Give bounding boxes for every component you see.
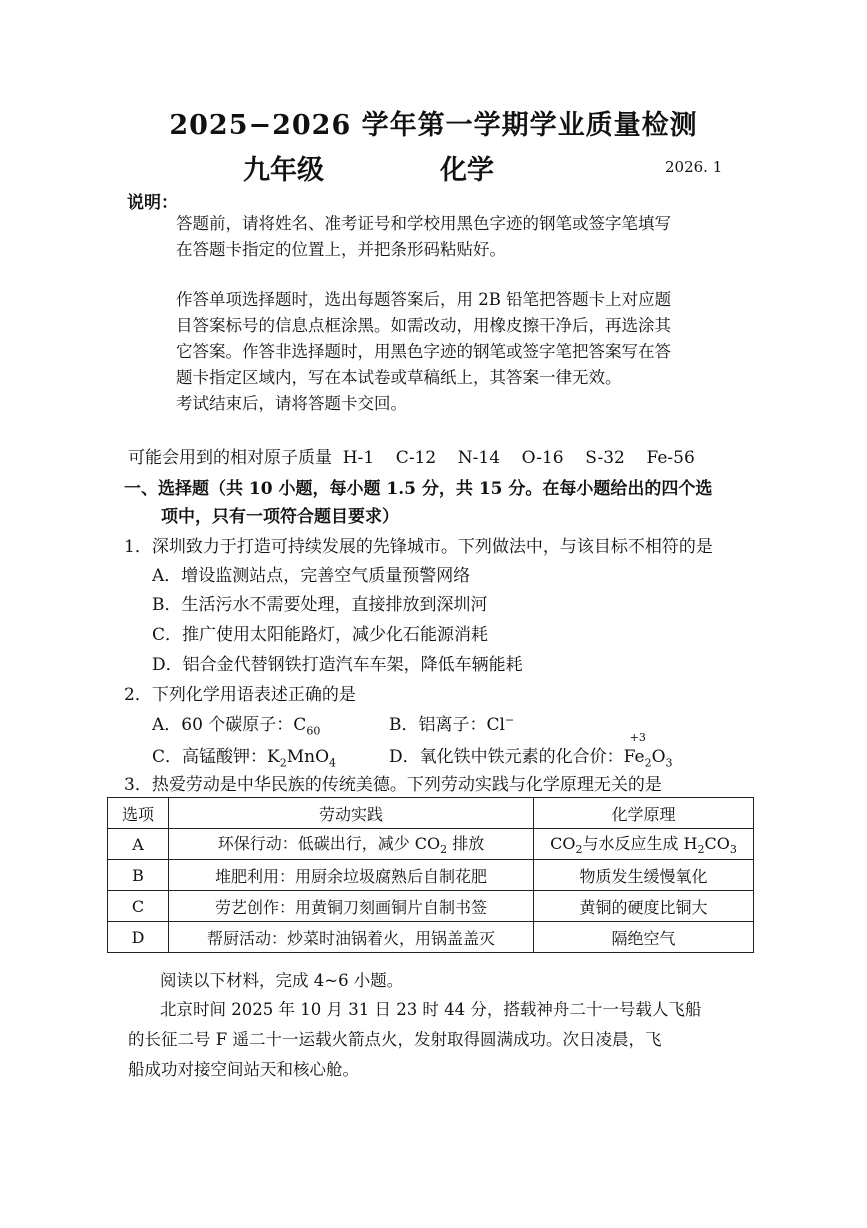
valence-mark: +3: [629, 731, 646, 744]
q1-option-b: B．生活污水不需要处理，直接排放到深圳河: [152, 595, 488, 615]
option-cell: D: [108, 922, 169, 953]
passage-line: 北京时间 2025 年 10 月 31 日 23 时 44 分，搭载神舟二十一号载人飞船: [160, 1000, 702, 1019]
practice-cell: 劳艺创作：用黄铜刀刻画铜片自制书签: [169, 891, 534, 922]
question-3-stem: 3．热爱劳动是中华民族的传统美德。下列劳动实践与化学原理无关的是: [124, 775, 662, 795]
q1-option-c: C．推广使用太阳能路灯，减少化石能源消耗: [152, 625, 489, 645]
principle-cell: 黄铜的硬度比铜大: [534, 891, 754, 922]
question-1-stem: 1．深圳致力于打造可持续发展的先锋城市。下列做法中，与该目标不相符的是: [124, 537, 713, 557]
table-row: [108, 922, 754, 953]
q3-table: [107, 797, 754, 953]
passage-line: 船成功对接空间站天和核心舱。: [128, 1060, 359, 1079]
exam-date: 2026. 1: [665, 158, 723, 176]
instructions-label: 说明：: [127, 193, 178, 213]
instruction-line: 考试结束后，请将答题卡交回。: [176, 394, 407, 413]
table-header: 选项: [108, 798, 169, 829]
option-cell: A: [108, 829, 169, 860]
question-2-stem: 2．下列化学用语表述正确的是: [124, 685, 356, 705]
atomic-masses: 可能会用到的相对原子质量 H-1 C-12 N-14 O-16 S-32 Fe-56: [128, 448, 695, 468]
subject-label: 化学: [440, 155, 494, 186]
q2-option-d: D．氧化铁中铁元素的化合价： +3 $Fe_2O_3$: [389, 731, 673, 770]
q2-option-c: C．高锰酸钾：$K_2MnO_4$: [152, 747, 337, 770]
table-header: 化学原理: [534, 798, 754, 829]
q2-option-a: A．60 个碳原子：$C_{60}$: [152, 715, 321, 738]
instruction-line: 它答案。作答非选择题时，用黑色字迹的钢笔或签字笔把答案写在答: [176, 342, 671, 361]
principle-cell: 隔绝空气: [534, 922, 754, 953]
table-row: [108, 891, 754, 922]
table-row: [108, 860, 754, 891]
instruction-line: 在答题卡指定的位置上，并把条形码粘贴好。: [176, 240, 506, 259]
q2-option-b: B．铝离子：Cl−: [389, 713, 515, 735]
instruction-line: 题卡指定区域内，写在本试卷或草稿纸上，其答案一律无效。: [176, 368, 622, 387]
passage-line: 的长征二号 F 遥二十一运载火箭点火，发射取得圆满成功。次日凌晨，飞: [128, 1030, 662, 1049]
q1-option-a: A．增设监测站点，完善空气质量预警网络: [152, 566, 471, 586]
section-heading-cont: 项中，只有一项符合题目要求）: [161, 507, 399, 527]
table-header-row: [108, 798, 754, 829]
practice-cell: 帮厨活动：炒菜时油锅着火，用锅盖盖灭: [169, 922, 534, 953]
passage-intro: 阅读以下材料，完成 4~6 小题。: [160, 971, 404, 990]
option-cell: C: [108, 891, 169, 922]
table-header: 劳动实践: [169, 798, 534, 829]
section-heading: 一、选择题（共 10 小题，每小题 1.5 分，共 15 分。在每小题给出的四个选: [124, 479, 713, 499]
practice-cell: 堆肥利用：用厨余垃圾腐熟后自制花肥: [169, 860, 534, 891]
principle-cell: $CO_2$与水反应生成 $H_2CO_3$: [534, 829, 754, 860]
exam-title: 2025−2026 学年第一学期学业质量检测: [169, 110, 698, 141]
grade-label: 九年级: [243, 155, 324, 186]
table-row: [108, 829, 754, 860]
q1-option-d: D．铝合金代替钢铁打造汽车车架，降低车辆能耗: [152, 655, 523, 675]
instruction-line: 作答单项选择题时，选出每题答案后，用 2B 铅笔把答题卡上对应题: [176, 290, 672, 309]
instruction-line: 答题前，请将姓名、准考证号和学校用黑色字迹的钢笔或签字笔填写: [176, 214, 671, 233]
principle-cell: 物质发生缓慢氧化: [534, 860, 754, 891]
practice-cell: 环保行动：低碳出行，减少 $CO_2$ 排放: [169, 829, 534, 860]
instruction-line: 目答案标号的信息点框涂黑。如需改动，用橡皮擦干净后，再选涂其: [176, 316, 671, 335]
option-cell: B: [108, 860, 169, 891]
